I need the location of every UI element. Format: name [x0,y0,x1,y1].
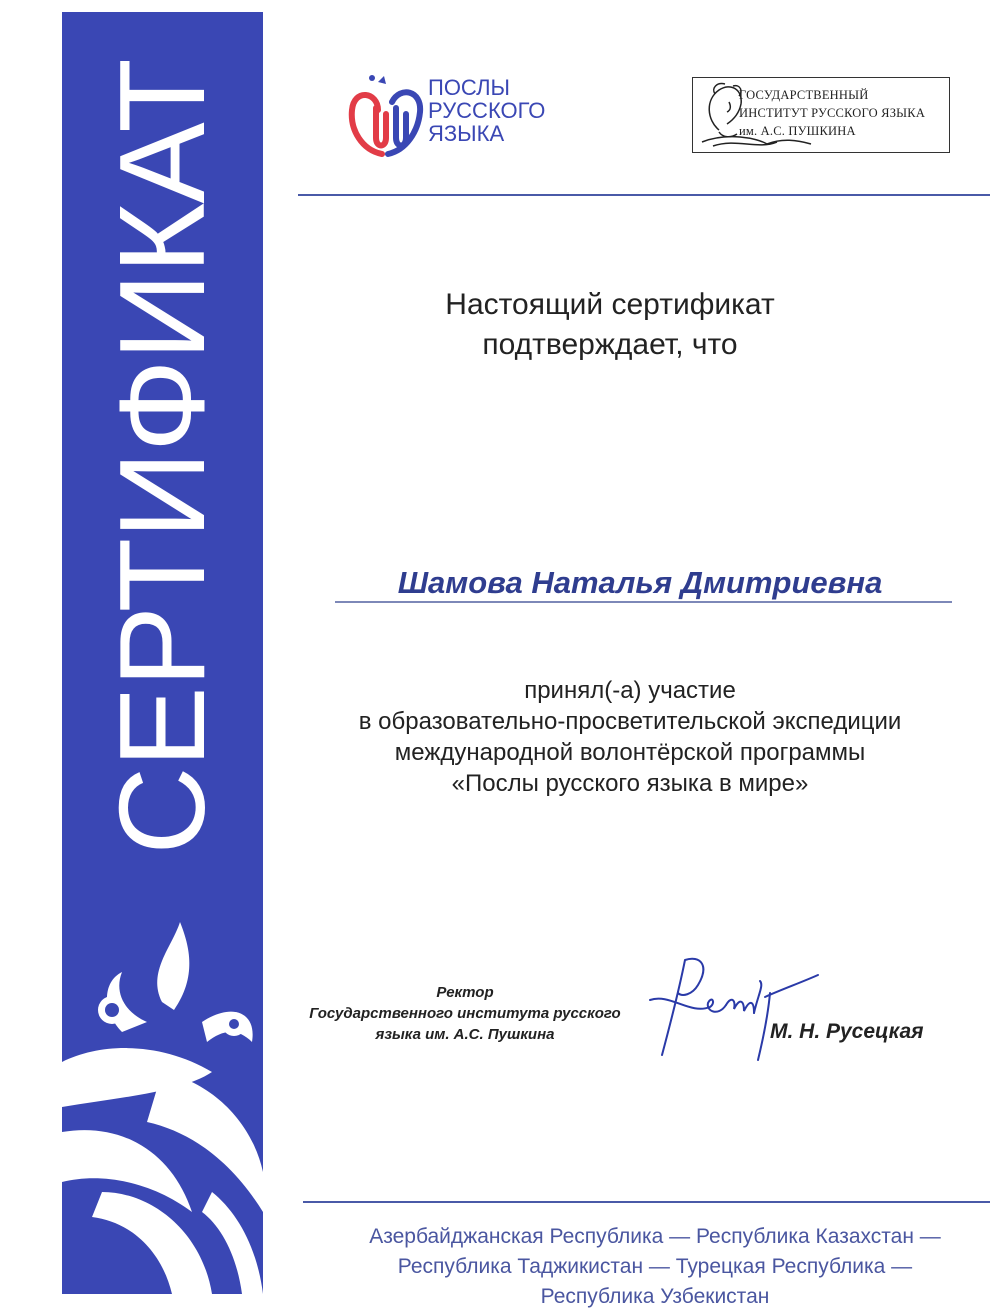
header-divider [298,194,990,196]
ambassadors-logo-text: ПОСЛЫ РУССКОГО ЯЗЫКА [428,75,546,146]
signer-name: М. Н. Русецкая [770,1020,924,1043]
floral-ornament-icon [62,892,263,1294]
footer-countries: Азербайджанская Республика — Республика Казахстан — Республика Таджикистан — Турецкая Республика — Республика Узбекистан [369,1225,941,1308]
recipient-name: Шамова Наталья Дмитриевна [397,565,883,600]
handwritten-signature-icon [640,945,820,1070]
pushkin-institute-logo [692,77,950,153]
signer-title: Ректор Государственного института русского языка им. А.С. Пушкина [309,984,621,1043]
institute-logo-text: ГОСУДАРСТВЕННЫЙ ИНСТИТУТ РУССКОГО ЯЗЫКА им. А.С. ПУШКИНА [739,88,926,138]
participation-text: принял(-а) участие в образовательно-просветительской экспедиции международной волонтёрской программы «Послы русского языка в мире» [358,677,902,797]
side-band [62,12,263,1294]
certificate-intro: Настоящий сертификат подтверждает, что [445,288,775,361]
name-underline [335,601,952,603]
footer-divider [303,1201,990,1203]
certificate-vertical-title: СЕРТИФИКАТ [94,59,230,855]
